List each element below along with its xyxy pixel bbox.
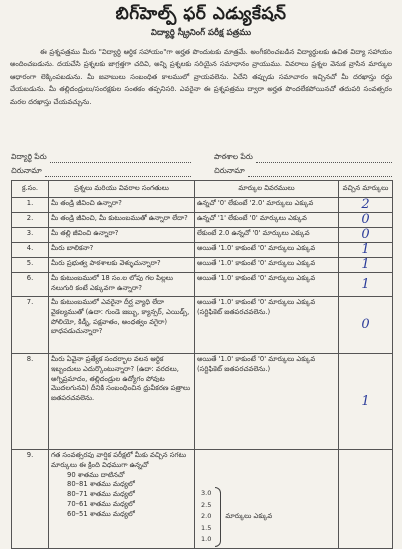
grade-scale-list: [67, 471, 192, 520]
row-marks: ఉన్నచో '0' లేకుంటే '2.0' మార్కులు ఎక్కువ: [195, 198, 339, 213]
table-header-row: [12, 181, 393, 198]
row-marks: అయితే '1.0' కాకుంటే '0' మార్కులు ఎక్కువ: [195, 258, 339, 273]
row-question: మీ తండ్రి జీవించి, మీ కుటుంబముతో ఉన్నారా లేదా?: [49, 213, 195, 228]
table-row: [12, 273, 393, 297]
row-number: 4.: [12, 243, 49, 258]
row-question: మీ కుటుంబములో 18 సం.ల లోపు గల పిల్లలు నలుగురి కంటే ఎక్కువగా ఉన్నారా?: [49, 273, 195, 297]
student-address-field[interactable]: [11, 166, 191, 177]
grade-scale-item: 80–81 శాతము మధ్యలో: [67, 480, 135, 489]
row-marks-text: అయితే '1.0' కాకుంటే '0' మార్కులు ఎక్కువ: [197, 298, 316, 306]
grade-scale-item: 90 శాతము దాటినచో: [67, 470, 125, 479]
table-row: [12, 228, 393, 243]
school-address-field[interactable]: [214, 166, 392, 177]
student-name-label: విద్యార్థి పేరు: [11, 152, 47, 161]
row-number: 1.: [12, 198, 49, 213]
row-marks: [195, 450, 339, 549]
school-name-label: పాఠశాల పేరు: [214, 152, 253, 161]
table-row: [12, 243, 393, 258]
row-score[interactable]: [339, 450, 393, 549]
row-score[interactable]: 0: [339, 228, 393, 243]
marks-scale-value: 3.0: [201, 489, 212, 498]
form-title: బిగ్‌హెల్ప్ ఫర్ ఎడ్యుకేషన్: [115, 4, 287, 24]
table-row: [12, 213, 393, 228]
intro-text: ఈ ప్రశ్నపత్రము మీరు "విద్యార్థి ఆర్థిక సహాయం"గా అర్హత పొందుటకు మాత్రమే. అంగీకరించబడిన విద్యార్థులకు ఉచిత విద్యా సహాయం అందించబడును. దయచేసి ప్రశ్నలకు జాగ్రత్తగా చదివి, అన్ని ప్రశ్నలకు సరియైన సమాధానం వ్రాయుము. వివరాలు ప్రశ్నల వెనుక వ్రాసిన మార్కుల ఆధారంగా లెక్కింపబడును. మీ జవాబులు సంబంధిత కాలములో వ్రాయవలెను. ఏదేని తప్పుడు సమాచారం ఇచ్చినచో మీ దరఖాస్తు రద్దు చేయబడును. మీ తల్లిదండ్రులు/సంరక్షకుల సంతకం తప్పనిసరి. ఎవరైనా ఈ ప్రశ్నపత్రము ద్వారా అర్హత పొందలేకపోయినచో తదుపరి సంవత్సరం మరల దరఖాస్తు చేయవచ్చును.: [10, 48, 392, 106]
student-name-field[interactable]: [11, 152, 191, 163]
table-row: [12, 198, 393, 213]
row-number: 5.: [12, 258, 49, 273]
marks-scale-value: 1.5: [201, 523, 212, 532]
row-question-text: గత సంవత్సరపు వార్షిక పరీక్షలో మీకు వచ్చిన సగటు మార్కులు ఈ క్రింది విధముగా ఉన్నచో: [51, 451, 187, 469]
marks-scale-value: 1.0: [201, 535, 212, 544]
row-score[interactable]: 1: [339, 273, 393, 297]
school-address-label: చిరునామా: [214, 166, 245, 175]
row-marks-text: మార్కులు ఎక్కువ: [225, 512, 273, 521]
table-row: [12, 450, 393, 549]
grade-scale-item: 80–71 శాతము మధ్యలో: [67, 490, 135, 499]
brace-icon: [215, 487, 221, 547]
row-marks: [195, 354, 339, 450]
grade-scale-item: 70–61 శాతము మధ్యలో: [67, 499, 135, 508]
row-score[interactable]: 2: [339, 198, 393, 213]
header-question: ప్రశ్నలు మరియు వివరాల సంగతులు: [49, 181, 195, 198]
intro-paragraph: [10, 46, 392, 108]
row-question: మీరు ఏవైనా ప్రత్యేక సందర్భాల వలన ఆర్థిక ఇబ్బందులు ఎదుర్కొంటున్నారా? (ఉదా: వరదలు, అగ్నిప్రమాదం, తల్లిదండ్రుల ఉద్యోగం పోవుట మొదలగునవి) దీనికి సంబంధించిన ధ్రువీకరణ పత్రాలు జతపరచవలెను.: [49, 354, 195, 450]
row-marks: లేకుంటే 2.0 ఉన్నచో '0' మార్కులు ఎక్కువ: [195, 228, 339, 243]
student-address-label: చిరునామా: [11, 166, 42, 175]
grade-scale-item: 60–51 శాతము మధ్యలో: [67, 509, 135, 518]
row-score[interactable]: 1: [339, 258, 393, 273]
header-marks-detail: మార్కుల వివరములు: [195, 181, 339, 198]
row-number: 8.: [12, 354, 49, 450]
row-marks: అయితే '1.0' కాకుంటే '0' మార్కులు ఎక్కువ: [195, 243, 339, 258]
row-score[interactable]: 1: [339, 354, 393, 450]
row-score[interactable]: 0: [339, 213, 393, 228]
marks-scale: [197, 487, 336, 547]
row-number: 7.: [12, 297, 49, 354]
row-question: మీరు బాలికనా?: [49, 243, 195, 258]
row-marks-text: అయితే '1.0' కాకుంటే '0' మార్కులు ఎక్కువ: [197, 355, 316, 363]
header-serial: క్ర.సం.: [12, 181, 49, 198]
row-question: మీ కుటుంబములో ఎవరైనా దీర్ఘ వ్యాధి లేదా వైకల్యముతో (ఉదా: గుండె జబ్బు, క్యాన్సర్, ఎయిడ్స్, పోలియో, కిడ్నీ, పక్షవాతం, అంధత్వం వగైరా) బాధపడుచున్నారా?: [49, 297, 195, 354]
row-question: మీ తల్లి జీవించి ఉన్నారా?: [49, 228, 195, 243]
form-subtitle: విద్యార్థి స్క్రీనింగ్ పరీక్ష పత్రము: [150, 28, 252, 38]
row-marks-note: (సర్టిఫికెట్ జతపరచవలెను.): [197, 307, 271, 316]
row-marks: ఉన్నచో '1' లేకుంటే '0' మార్కులు ఎక్కువ: [195, 213, 339, 228]
row-number: 6.: [12, 273, 49, 297]
header-score: వచ్చిన మార్కులు: [339, 181, 393, 198]
table-row: [12, 258, 393, 273]
row-number: 9.: [12, 450, 49, 549]
marks-scale-values: [201, 488, 211, 546]
row-number: 3.: [12, 228, 49, 243]
questions-table: [11, 180, 393, 549]
row-marks: అయితే '1.0' కాకుంటే '0' మార్కులు ఎక్కువ: [195, 273, 339, 297]
marks-scale-value: 2.0: [201, 512, 212, 521]
row-question: మీ తండ్రి జీవించి ఉన్నారా?: [49, 198, 195, 213]
row-number: 2.: [12, 213, 49, 228]
row-question: మీరు ప్రభుత్వ పాఠశాలకు వెళ్ళుచున్నారా?: [49, 258, 195, 273]
row-question: [49, 450, 195, 549]
table-row: [12, 297, 393, 354]
row-score[interactable]: 1: [339, 243, 393, 258]
row-marks: [195, 297, 339, 354]
marks-scale-value: 2.5: [201, 500, 212, 509]
row-marks-note: (సర్టిఫికెట్ జతపరచవలెను.): [197, 364, 271, 373]
row-score[interactable]: 0: [339, 297, 393, 354]
table-row: [12, 354, 393, 450]
school-name-field[interactable]: [214, 152, 392, 163]
